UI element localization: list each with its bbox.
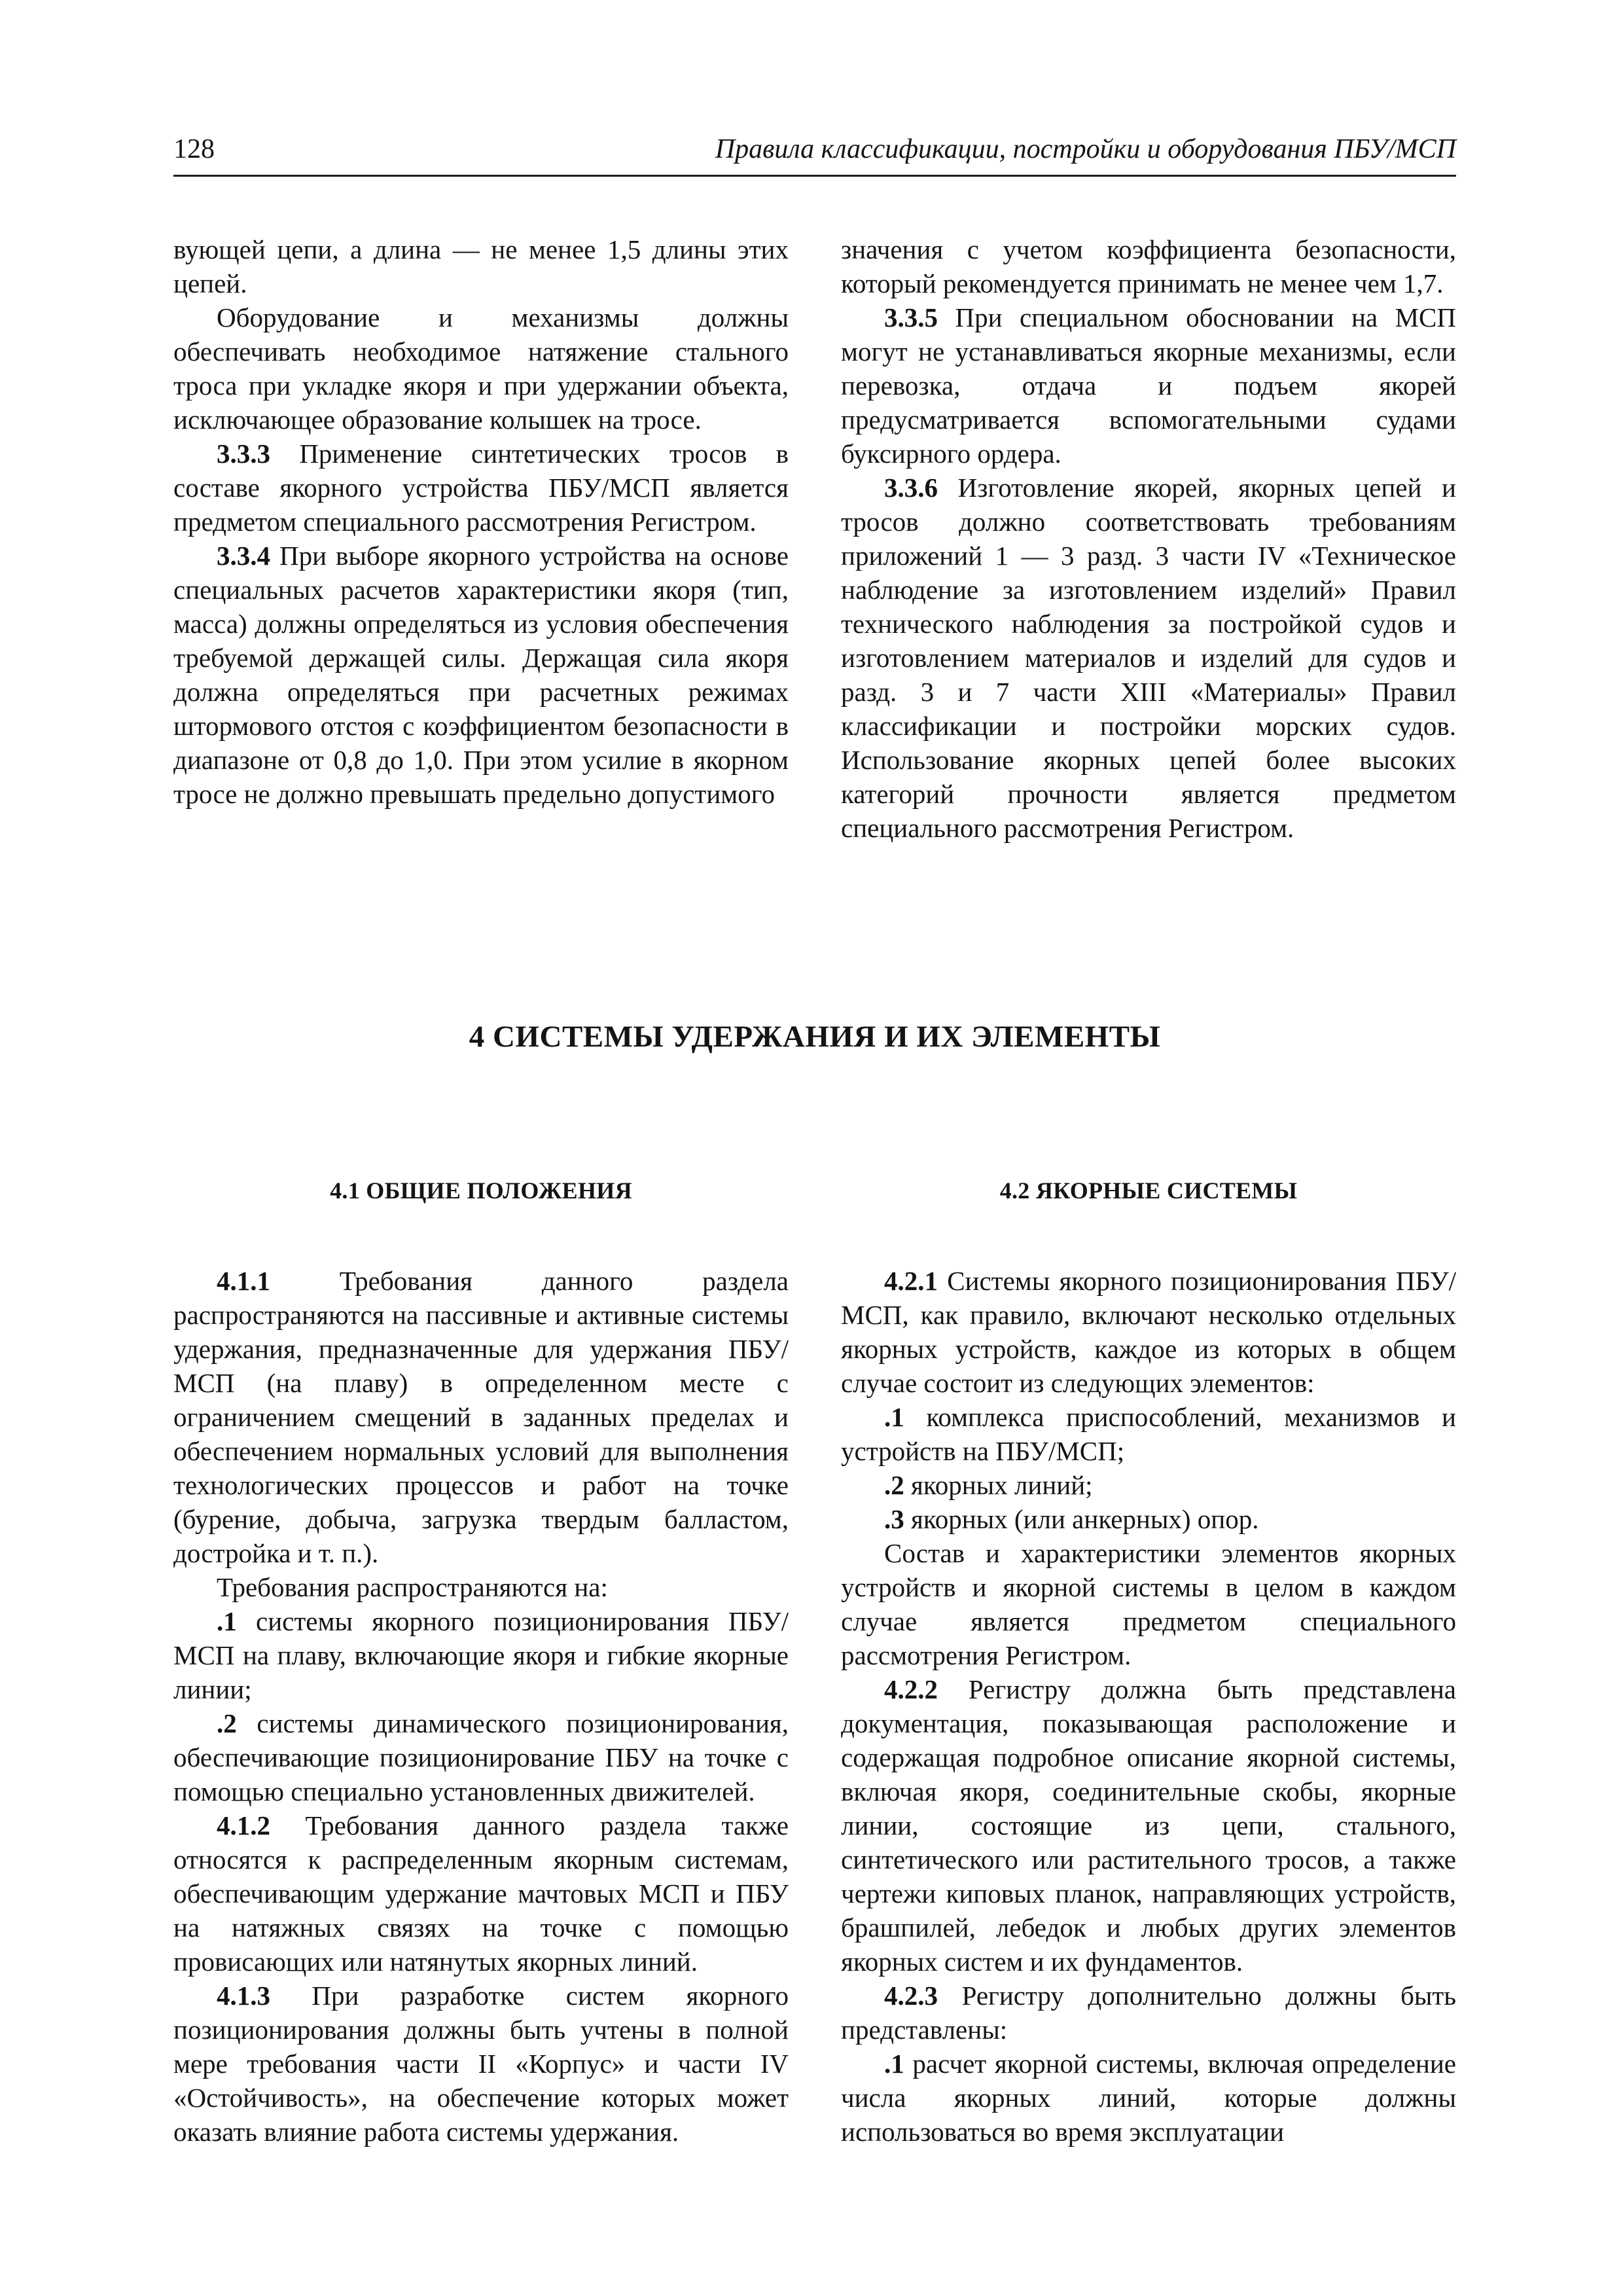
paragraph — [173, 1706, 789, 1808]
section-41-heading: 4.1 ОБЩИЕ ПОЛОЖЕНИЯ — [330, 1177, 632, 1204]
paragraph — [841, 232, 1456, 300]
paragraph-text: значения с учетом коэффициента безопасности, который рекомендуется принимать не менее чем 1,7. — [841, 234, 1456, 299]
paragraph-text: Изготовление якорей, якорных цепей и тросов должно соответствовать требованиям приложений 1 — 3 разд. 3 части IV «Техническое наблюдение за изготовлением изделий» Правил технического наблюдения за постройкой судов и изготовлением материалов и изделий для судов и разд. 3 и 7 части XIII «Материалы» Правил классификации и постройки морских судов. Использование якорных цепей более высоких категорий прочности является предметом специального рассмотрения Регистром. — [841, 473, 1456, 844]
clause-number: 4.2.2 — [884, 1674, 938, 1704]
clause-number: 3.3.5 — [884, 302, 938, 333]
top-left-column — [173, 232, 789, 845]
clause-number: 3.3.3 — [217, 439, 270, 469]
clause-number: 4.1.3 — [217, 1980, 270, 2011]
paragraph-text: якорных линий; — [911, 1469, 1093, 1500]
paragraph-text: Регистру дополнительно должны быть представлены: — [841, 1980, 1457, 2045]
paragraph-text: Регистру должна быть представлена документация, показывающая расположение и содержащая подробное описание якорной системы, включая якоря, соединительные скобы, якорные линии, состоящие из цепи, стального, синтетического или растительного тросов, а также чертежи киповых планок, направляющих устройств, брашпилей, лебедок и любых других элементов якорных систем и их фундаментов. — [841, 1674, 1457, 1977]
running-title: Правила классификации, постройки и оборудования ПБУ/МСП — [715, 134, 1456, 164]
paragraph — [173, 1979, 789, 2149]
paragraph-text: Оборудование и механизмы должны обеспечивать необходимое натяжение стального троса при укладке якоря и при удержании объекта, исключающее образование колышек на тросе. — [173, 302, 789, 435]
paragraph — [173, 1808, 789, 1979]
paragraph-text: При разработке систем якорного позиционирования должны быть учтены в полной мере требования части II «Корпус» и части IV «Остойчивость», на обеспечение которых может оказать влияние работа системы удержания. — [173, 1980, 789, 2147]
main-section — [173, 1177, 1456, 2149]
top-right-column — [841, 232, 1456, 845]
top-section — [173, 232, 1456, 845]
paragraph — [841, 1400, 1456, 1468]
clause-number: 4.2.1 — [884, 1265, 938, 1296]
paragraph-text: Требования данного раздела распространяются на пассивные и активные системы удержания, предназначенные для удержания ПБУ/МСП (на плаву) в определенном месте с ограничением смещений в заданных пределах и обеспечением нормальных условий для выполнения технологических процессов и работ на точке (бурение, добыча, загрузка твердым балластом, достройка и т. п.). — [173, 1265, 789, 1568]
clause-number: 3.3.6 — [884, 473, 938, 503]
paragraph-text: комплекса приспособлений, механизмов и устройств на ПБУ/МСП; — [841, 1401, 1456, 1466]
paragraph-text: При выборе якорного устройства на основе специальных расчетов характеристики якоря (тип, масса) должны определяться из условия обеспечения требуемой держащей силы. Держащая сила якоря должна определяться при расчетных режимах штормового отстоя с коэффициентом безопасности в диапазоне от 0,8 до 1,0. При этом усилие в якорном тросе не должно превышать предельно допустимого — [173, 541, 789, 810]
clause-number: .3 — [884, 1503, 904, 1534]
paragraph-text: Состав и характеристики элементов якорных устройств и якорной системы в целом в каждом случае является предметом специального рассмотрения Регистром. — [841, 1537, 1456, 1670]
clause-number: 4.1.1 — [217, 1265, 270, 1296]
paragraph — [841, 1979, 1456, 2047]
paragraph — [173, 1604, 789, 1706]
page-header — [173, 134, 1456, 177]
section-41-column — [173, 1177, 789, 2149]
paragraph — [173, 539, 789, 811]
paragraph — [841, 1672, 1456, 1979]
paragraph-text: Требования данного раздела также относятся к распределенным якорным системам, обеспечивающим удержание мачтовых МСП и ПБУ на натяжных связях на точке с помощью провисающих или натянутых якорных линий. — [173, 1810, 789, 1977]
paragraph — [841, 2047, 1456, 2149]
clause-number: 4.2.3 — [884, 1980, 938, 2011]
clause-number: 4.1.2 — [217, 1810, 270, 1840]
chapter-heading: 4 СИСТЕМЫ УДЕРЖАНИЯ И ИХ ЭЛЕМЕНТЫ — [469, 1020, 1161, 1054]
paragraph-text: расчет якорной системы, включая определение числа якорных линий, которые должны использоваться во время эксплуатации — [841, 2048, 1456, 2147]
paragraph-text: При специальном обосновании на МСП могут не устанавливаться якорные механизмы, если перевозка, отдача и подъем якорей предусматривается вспомогательными судами буксирного ордера. — [841, 302, 1456, 469]
paragraph-text: системы динамического позиционирования, обеспечивающие позиционирование ПБУ на точке с помощью специально установленных движителей. — [173, 1708, 789, 1806]
paragraph — [173, 1264, 789, 1570]
paragraph — [173, 1570, 789, 1604]
clause-number: .1 — [884, 1401, 904, 1432]
paragraph-text: Применение синтетических тросов в составе якорного устройства ПБУ/МСП является предметом специального рассмотрения Регистром. — [173, 439, 789, 537]
paragraph — [841, 300, 1456, 471]
section-42-heading: 4.2 ЯКОРНЫЕ СИСТЕМЫ — [999, 1177, 1298, 1204]
paragraph-text: якорных (или анкерных) опор. — [911, 1503, 1259, 1534]
paragraph-text: системы якорного позиционирования ПБУ/МСП на плаву, включающие якоря и гибкие якорные линии; — [173, 1605, 789, 1704]
paragraph-text: Системы якорного позиционирования ПБУ/МСП, как правило, включают несколько отдельных якорных устройств, каждое из которых в общем случае состоит из следующих элементов: — [841, 1265, 1456, 1398]
paragraph — [841, 1468, 1456, 1502]
paragraph — [173, 232, 789, 300]
paragraph-text: Требования распространяются на: — [217, 1571, 608, 1602]
clause-number: .1 — [884, 2048, 904, 2079]
paragraph — [841, 1264, 1456, 1400]
paragraph — [173, 300, 789, 437]
paragraph — [173, 437, 789, 539]
paragraph — [841, 1536, 1456, 1672]
clause-number: 3.3.4 — [217, 541, 270, 571]
paragraph — [841, 1502, 1456, 1536]
clause-number: .2 — [884, 1469, 904, 1500]
clause-number: .1 — [217, 1605, 237, 1636]
section-42-column — [841, 1177, 1456, 2149]
page-number: 128 — [173, 134, 215, 164]
clause-number: .2 — [217, 1708, 237, 1738]
paragraph — [841, 471, 1456, 845]
paragraph-text: вующей цепи, а длина — не менее 1,5 длины этих цепей. — [173, 234, 789, 299]
